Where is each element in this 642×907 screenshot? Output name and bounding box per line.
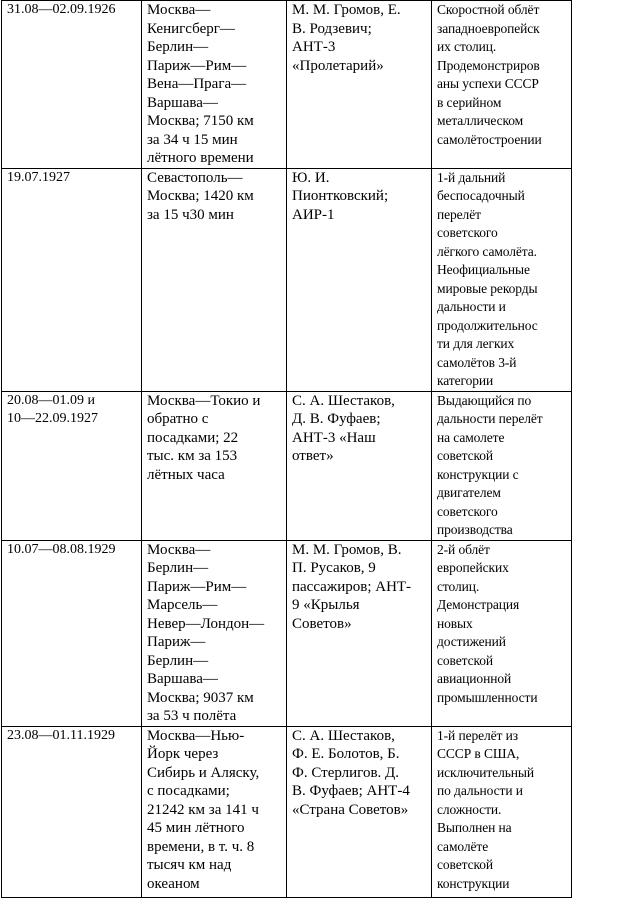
route-cell bbox=[142, 540, 287, 726]
date-cell bbox=[2, 1, 142, 169]
route-cell bbox=[142, 391, 287, 540]
note-text: Скоростной облёт западноевропейск их столиц. Продемонстриров аны успехи СССР в серийном металлическом самолётостроении bbox=[437, 2, 542, 147]
crew-text: М. М. Громов, В. П. Русаков, 9 пассажиров; АНТ- 9 «Крылья Советов» bbox=[292, 541, 412, 632]
note-cell bbox=[432, 168, 572, 391]
route-cell bbox=[142, 168, 287, 391]
table-row bbox=[2, 168, 572, 391]
crew-text: Ю. И. Пионтковский; АИР-1 bbox=[292, 169, 389, 223]
flights-table bbox=[1, 0, 572, 898]
table-row bbox=[2, 540, 572, 726]
date-cell bbox=[2, 726, 142, 897]
note-text: 2-й облёт европейских столиц. Демонстрация новых достижений советской авиационной промышленности bbox=[437, 541, 538, 705]
note-cell bbox=[432, 1, 572, 169]
route-cell bbox=[142, 1, 287, 169]
crew-cell bbox=[287, 391, 432, 540]
route-text: Москва—Токио и обратно с посадками; 22 тыс. км за 153 лётных часа bbox=[147, 392, 261, 483]
date-text: 19.07.1927 bbox=[7, 169, 70, 185]
crew-cell bbox=[287, 540, 432, 726]
note-text: 1-й дальний беспосадочный перелёт советского лёгкого самолёта. Неофициальные мировые рекорды дальности и продолжительнос ти для легких самолётов 3-й категории bbox=[437, 169, 538, 388]
date-cell bbox=[2, 168, 142, 391]
table-row bbox=[2, 726, 572, 897]
route-text: Москва— Кенигсберг— Берлин— Париж—Рим— Вена—Прага— Варшава— Москва; 7150 км за 34 ч 15 мин лётного времени bbox=[147, 2, 254, 166]
date-cell bbox=[2, 391, 142, 540]
crew-text: М. М. Громов, Е. В. Родзевич; АНТ-3 «Пролетарий» bbox=[292, 2, 401, 74]
crew-text: С. А. Шестаков, Д. В. Фуфаев; АНТ-3 «Наш ответ» bbox=[292, 392, 395, 464]
note-cell bbox=[432, 391, 572, 540]
crew-cell bbox=[287, 726, 432, 897]
crew-cell bbox=[287, 168, 432, 391]
route-text: Москва—Нью- Йорк через Сибирь и Аляску, с посадками; 21242 км за 141 ч 45 мин лётного времени, в т. ч. 8 тысяч км над океаном bbox=[147, 727, 260, 892]
note-cell bbox=[432, 540, 572, 726]
date-text: 23.08—01.11.1929 bbox=[7, 727, 115, 743]
crew-cell bbox=[287, 1, 432, 169]
route-text: Севастополь— Москва; 1420 км за 15 ч30 мин bbox=[147, 169, 254, 223]
table-row bbox=[2, 1, 572, 169]
crew-text: С. А. Шестаков, Ф. Е. Болотов, Б. Ф. Стерлигов. Д. В. Фуфаев; АНТ-4 «Страна Советов» bbox=[292, 727, 410, 818]
note-text: Выдающийся по дальности перелёт на самолете советской конструкции с двигателем советского производства bbox=[437, 392, 543, 537]
date-text: 31.08—02.09.1926 bbox=[7, 2, 116, 17]
note-cell bbox=[432, 726, 572, 897]
route-cell bbox=[142, 726, 287, 897]
note-text: 1-й перелёт из СССР в США, исключительный по дальности и сложности. Выполнен на самолёте советской конструкции bbox=[437, 727, 535, 891]
date-text: 10.07—08.08.1929 bbox=[7, 541, 116, 557]
route-text: Москва— Берлин— Париж—Рим— Марсель— Невер—Лондон— Париж— Берлин— Варшава— Москва; 9037 км за 53 ч полёта bbox=[147, 541, 265, 724]
date-cell bbox=[2, 540, 142, 726]
date-text: 20.08—01.09 и 10—22.09.1927 bbox=[7, 392, 98, 426]
table-row bbox=[2, 391, 572, 540]
